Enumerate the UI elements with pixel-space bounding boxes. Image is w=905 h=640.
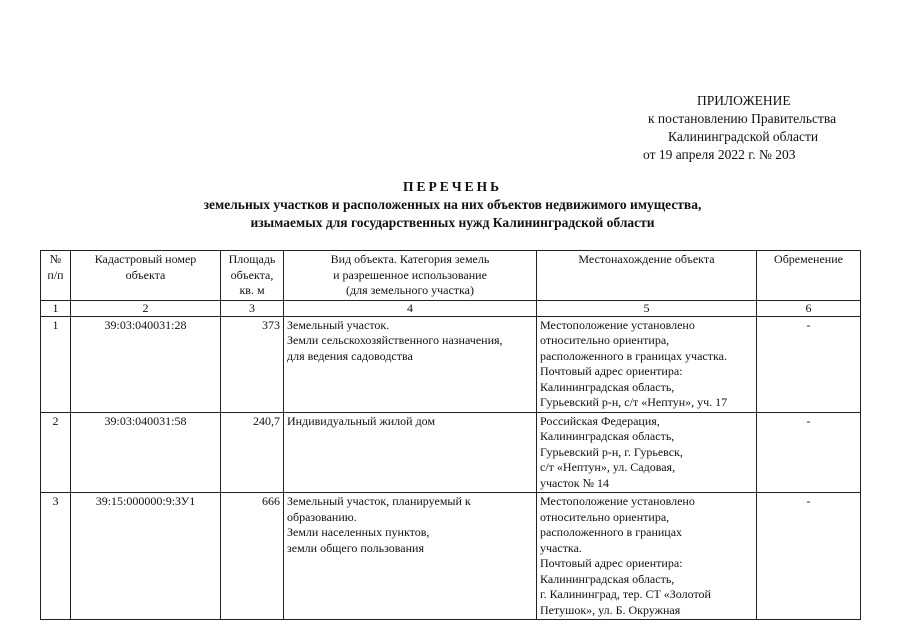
row-number: 3	[41, 493, 71, 620]
table-header-row	[41, 251, 861, 301]
column-number: 3	[221, 300, 284, 316]
header-cadastral: Кадастровый номер объекта	[71, 251, 221, 301]
annex-date-number: от 19 апреля 2022 г. № 203	[643, 147, 796, 162]
table-row	[41, 412, 861, 493]
column-number: 2	[71, 300, 221, 316]
row-number: 1	[41, 316, 71, 412]
object-location: Российская Федерация, Калининградская область, Гурьевский р-н, г. Гурьевск, с/т «Нептун», ул. Садовая, участок № 14	[537, 412, 757, 493]
object-kind: Индивидуальный жилой дом	[284, 412, 537, 493]
column-number: 6	[757, 300, 861, 316]
header-number: № п/п	[41, 251, 71, 301]
object-kind: Земельный участок. Земли сельскохозяйственного назначения, для ведения садоводства	[284, 316, 537, 412]
cadastral-number: 39:03:040031:28	[71, 316, 221, 412]
header-location: Местонахождение объекта	[537, 251, 757, 301]
row-number: 2	[41, 412, 71, 493]
column-number: 5	[537, 300, 757, 316]
object-kind: Земельный участок, планируемый к образованию. Земли населенных пунктов, земли общего пользования	[284, 493, 537, 620]
document-title: ПЕРЕЧЕНЬ	[402, 179, 503, 194]
object-location: Местоположение установлено относительно ориентира, расположенного в границах участка. Почтовый адрес ориентира: Калининградская область, Гурьевский р-н, с/т «Нептун», уч. 17	[537, 316, 757, 412]
area-value: 240,7	[221, 412, 284, 493]
annex-block	[600, 92, 900, 164]
annex-region: Калининградской области	[668, 129, 819, 144]
area-value: 666	[221, 493, 284, 620]
area-value: 373	[221, 316, 284, 412]
encumbrance: -	[757, 412, 861, 493]
annex-resolution: к постановлению Правительства	[648, 111, 837, 126]
annex-label: ПРИЛОЖЕНИЕ	[697, 93, 791, 108]
cadastral-number: 39:03:040031:58	[71, 412, 221, 493]
table-row	[41, 493, 861, 620]
header-kind: Вид объекта. Категория земель и разрешенное использование (для земельного участка)	[284, 251, 537, 301]
header-encumbrance: Обременение	[757, 251, 861, 301]
header-area: Площадь объекта, кв. м	[221, 251, 284, 301]
cadastral-number: 39:15:000000:9:ЗУ1	[71, 493, 221, 620]
encumbrance: -	[757, 493, 861, 620]
property-list-table	[40, 250, 861, 620]
table-row	[41, 316, 861, 412]
column-number: 4	[284, 300, 537, 316]
document-subtitle-line1: земельных участков и расположенных на них объектов недвижимого имущества,	[203, 197, 702, 212]
encumbrance: -	[757, 316, 861, 412]
column-number: 1	[41, 300, 71, 316]
object-location: Местоположение установлено относительно ориентира, расположенного в границах участка. Почтовый адрес ориентира: Калининградская область, г. Калининград, тер. СТ «Золотой Петушок», ул. Б. Окружная	[537, 493, 757, 620]
column-number-row	[41, 300, 861, 316]
document-subtitle-line2: изымаемых для государственных нужд Калининградской области	[250, 215, 655, 230]
